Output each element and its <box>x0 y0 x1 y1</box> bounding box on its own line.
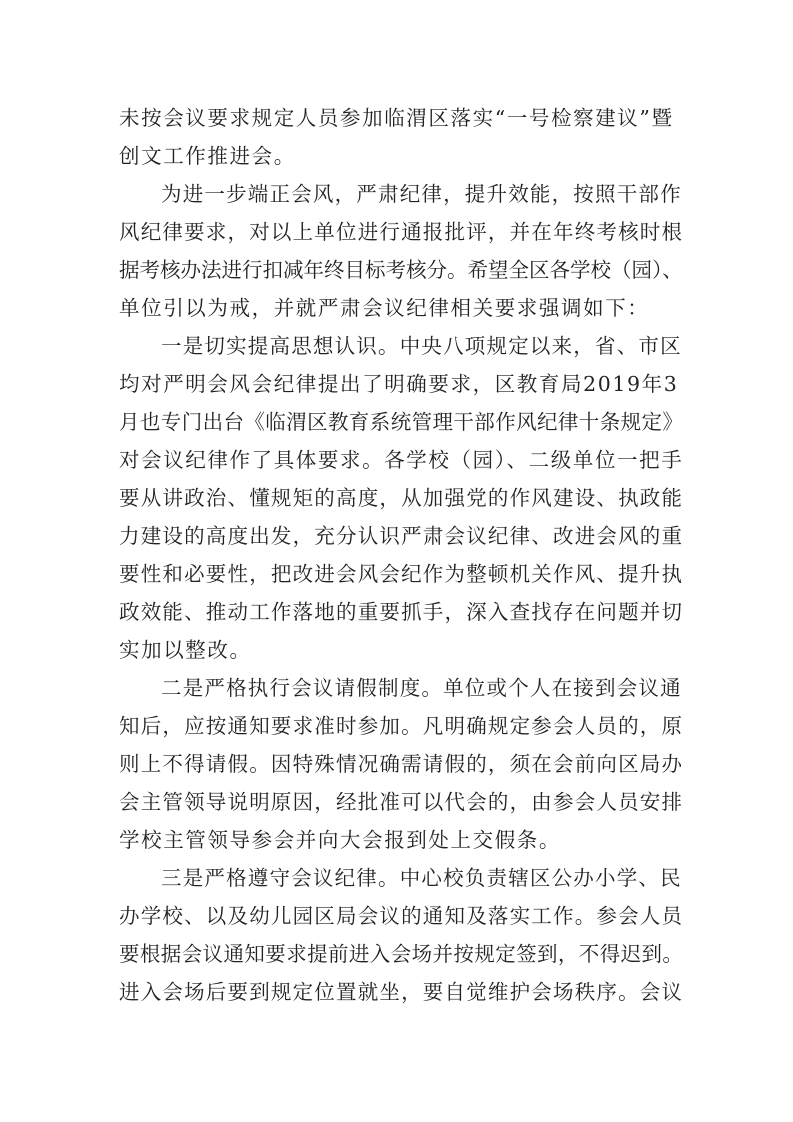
paragraph-first-line: 为进一步端正会风，严肃纪律，提升效能，按照干部作 <box>161 182 682 206</box>
text-line: 单位引以为戒，并就严肃会议纪律相关要求强调如下： <box>119 296 650 320</box>
text-line: 则上不得请假。因特殊情况确需请假的，须在会前向区局办 <box>119 752 684 776</box>
text-line: 风纪律要求，对以上单位进行通报批评，并在年终考核时根 <box>119 220 684 244</box>
text-line: 知后，应按通知要求准时参加。凡明确规定参会人员的，原 <box>119 714 684 738</box>
text-line: 办学校、以及幼儿园区局会议的通知及落实工作。参会人员 <box>119 904 684 928</box>
text-line: 未按会议要求规定人员参加临渭区落实“一号检察建议”暨 <box>119 106 674 130</box>
text-line: 实加以整改。 <box>119 638 252 662</box>
text-line: 力建设的高度出发，充分认识严肃会议纪律、改进会风的重 <box>119 524 684 548</box>
text-line: 进入会场后要到规定位置就坐，要自觉维护会场秩序。会议 <box>119 980 684 1004</box>
text-line: 据考核办法进行扣减年终目标考核分。希望全区各学校（园）、 <box>119 258 683 282</box>
paragraph-first-line: 二是严格执行会议请假制度。单位或个人在接到会议通 <box>161 676 682 700</box>
text-line: 学校主管领导参会并向大会报到处上交假条。 <box>119 828 561 852</box>
text-line: 要性和必要性，把改进会风会纪作为整顿机关作风、提升执 <box>119 562 684 586</box>
text-line: 对会议纪律作了具体要求。各学校（园）、二级单位一把手 <box>119 448 684 472</box>
text-line: 要根据会议通知要求提前进入会场并按规定签到，不得迟到。 <box>119 942 684 966</box>
text-line: 创文工作推进会。 <box>119 144 296 168</box>
text-line: 会主管领导说明原因，经批准可以代会的，由参会人员安排 <box>119 790 684 814</box>
text-line: 均对严明会风会纪律提出了明确要求，区教育局2019年3 <box>119 372 679 396</box>
paragraph-first-line: 一是切实提高思想认识。中央八项规定以来，省、市区 <box>161 334 682 358</box>
paragraph-first-line: 三是严格遵守会议纪律。中心校负责辖区公办小学、民 <box>161 866 682 890</box>
text-line: 要从讲政治、懂规矩的高度，从加强党的作风建设、执政能 <box>119 486 684 510</box>
text-line: 政效能、推动工作落地的重要抓手，深入查找存在问题并切 <box>119 600 684 624</box>
text-line: 月也专门出台《临渭区教育系统管理干部作风纪律十条规定》 <box>119 410 684 434</box>
